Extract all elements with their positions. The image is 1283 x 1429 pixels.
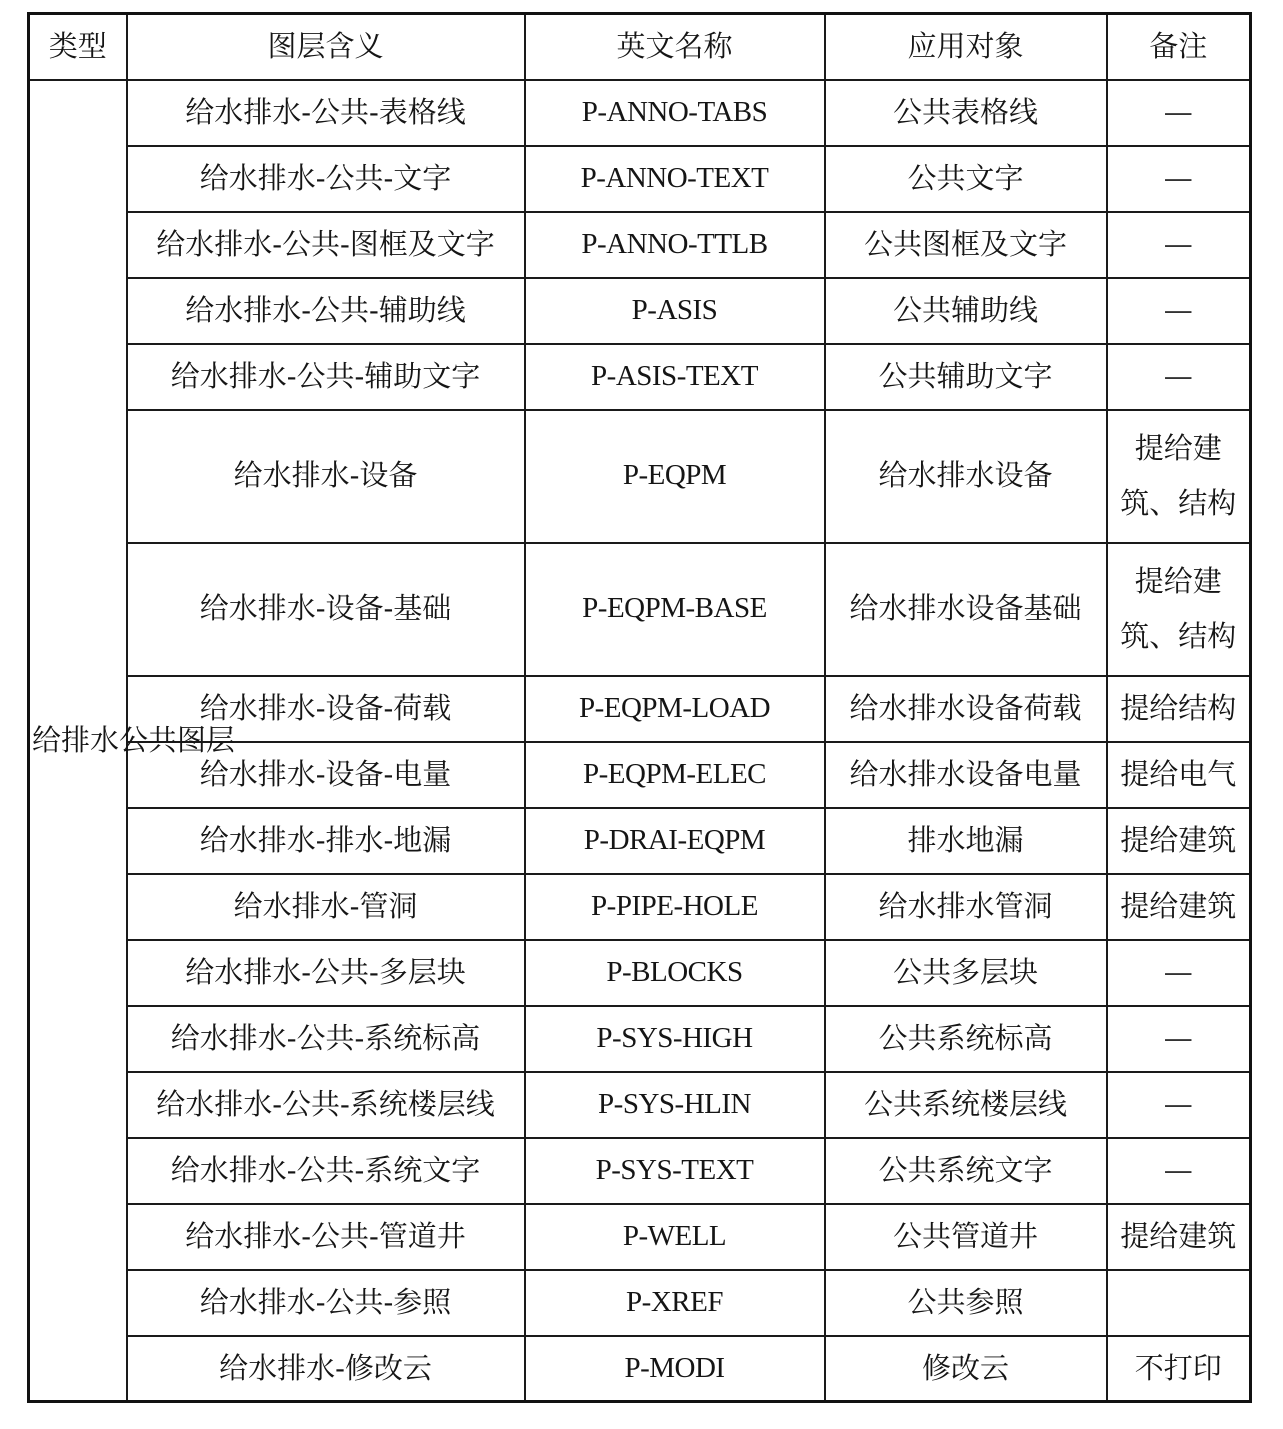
target-cell: 公共系统楼层线: [825, 1072, 1107, 1138]
note-cell: —: [1107, 80, 1251, 146]
table-row: [29, 1270, 1251, 1336]
table-row: [29, 80, 1251, 146]
english-name-cell: P-PIPE-HOLE: [525, 874, 825, 940]
note-cell: 提给建筑: [1107, 808, 1251, 874]
table-row: [29, 940, 1251, 1006]
target-cell: 公共系统文字: [825, 1138, 1107, 1204]
note-cell: 提给结构: [1107, 676, 1251, 742]
table-row: [29, 1204, 1251, 1270]
note-cell: [1107, 1270, 1251, 1336]
target-cell: 公共系统标高: [825, 1006, 1107, 1072]
english-name-cell: P-SYS-TEXT: [525, 1138, 825, 1204]
english-name-cell: P-EQPM-LOAD: [525, 676, 825, 742]
meaning-cell: 给水排水-管洞: [127, 874, 525, 940]
header-meaning: 图层含义: [127, 14, 525, 80]
table-row: [29, 1138, 1251, 1204]
note-cell: 提给建筑、结构: [1107, 543, 1251, 676]
table-row: [29, 344, 1251, 410]
note-cell: —: [1107, 1072, 1251, 1138]
meaning-cell: 给水排水-公共-多层块: [127, 940, 525, 1006]
note-cell: 不打印: [1107, 1336, 1251, 1402]
meaning-cell: 给水排水-设备-电量: [127, 742, 525, 808]
layer-table: [27, 12, 1252, 1403]
header-note: 备注: [1107, 14, 1251, 80]
english-name-cell: P-ANNO-TTLB: [525, 212, 825, 278]
table-row: [29, 543, 1251, 676]
english-name-cell: P-EQPM: [525, 410, 825, 543]
note-cell: —: [1107, 212, 1251, 278]
target-cell: 给水排水管洞: [825, 874, 1107, 940]
header-target: 应用对象: [825, 14, 1107, 80]
note-cell: —: [1107, 940, 1251, 1006]
meaning-cell: 给水排水-公共-系统文字: [127, 1138, 525, 1204]
target-cell: 公共辅助线: [825, 278, 1107, 344]
table-row: [29, 1336, 1251, 1402]
target-cell: 公共辅助文字: [825, 344, 1107, 410]
meaning-cell: 给水排水-公共-辅助线: [127, 278, 525, 344]
target-cell: 排水地漏: [825, 808, 1107, 874]
english-name-cell: P-SYS-HLIN: [525, 1072, 825, 1138]
target-cell: 给水排水设备: [825, 410, 1107, 543]
note-cell: 提给建筑: [1107, 874, 1251, 940]
note-cell: 提给建筑、结构: [1107, 410, 1251, 543]
table-row: [29, 874, 1251, 940]
english-name-cell: P-BLOCKS: [525, 940, 825, 1006]
target-cell: 公共多层块: [825, 940, 1107, 1006]
target-cell: 公共文字: [825, 146, 1107, 212]
meaning-cell: 给水排水-公共-图框及文字: [127, 212, 525, 278]
note-cell: —: [1107, 278, 1251, 344]
english-name-cell: P-WELL: [525, 1204, 825, 1270]
english-name-cell: P-ANNO-TABS: [525, 80, 825, 146]
table-row: [29, 1006, 1251, 1072]
note-cell: —: [1107, 344, 1251, 410]
header-row: [29, 14, 1251, 80]
table-row: [29, 1072, 1251, 1138]
english-name-cell: P-ASIS: [525, 278, 825, 344]
meaning-cell: 给水排水-公共-参照: [127, 1270, 525, 1336]
table-row: [29, 146, 1251, 212]
target-cell: 给水排水设备荷载: [825, 676, 1107, 742]
meaning-cell: 给水排水-公共-管道井: [127, 1204, 525, 1270]
meaning-cell: 给水排水-设备-基础: [127, 543, 525, 676]
meaning-cell: 给水排水-排水-地漏: [127, 808, 525, 874]
english-name-cell: P-MODI: [525, 1336, 825, 1402]
english-name-cell: P-ASIS-TEXT: [525, 344, 825, 410]
note-cell: 提给电气: [1107, 742, 1251, 808]
english-name-cell: P-DRAI-EQPM: [525, 808, 825, 874]
english-name-cell: P-SYS-HIGH: [525, 1006, 825, 1072]
english-name-cell: P-EQPM-ELEC: [525, 742, 825, 808]
table-row: [29, 808, 1251, 874]
meaning-cell: 给水排水-公共-辅助文字: [127, 344, 525, 410]
table-row: [29, 410, 1251, 543]
english-name-cell: P-EQPM-BASE: [525, 543, 825, 676]
target-cell: 公共图框及文字: [825, 212, 1107, 278]
target-cell: 修改云: [825, 1336, 1107, 1402]
target-cell: 给水排水设备电量: [825, 742, 1107, 808]
meaning-cell: 给水排水-设备-荷载: [127, 676, 525, 742]
meaning-cell: 给水排水-修改云: [127, 1336, 525, 1402]
note-cell: —: [1107, 146, 1251, 212]
meaning-cell: 给水排水-公共-系统标高: [127, 1006, 525, 1072]
note-cell: 提给建筑: [1107, 1204, 1251, 1270]
target-cell: 公共参照: [825, 1270, 1107, 1336]
header-type: 类型: [29, 14, 127, 80]
meaning-cell: 给水排水-公共-系统楼层线: [127, 1072, 525, 1138]
category-cell: 给排水公共图层: [29, 80, 127, 1402]
english-name-cell: P-XREF: [525, 1270, 825, 1336]
table-row: [29, 212, 1251, 278]
target-cell: 公共管道井: [825, 1204, 1107, 1270]
meaning-cell: 给水排水-设备: [127, 410, 525, 543]
note-cell: —: [1107, 1006, 1251, 1072]
meaning-cell: 给水排水-公共-文字: [127, 146, 525, 212]
target-cell: 公共表格线: [825, 80, 1107, 146]
note-cell: —: [1107, 1138, 1251, 1204]
table-body: [29, 80, 1251, 1402]
header-english-name: 英文名称: [525, 14, 825, 80]
table-row: [29, 278, 1251, 344]
english-name-cell: P-ANNO-TEXT: [525, 146, 825, 212]
meaning-cell: 给水排水-公共-表格线: [127, 80, 525, 146]
target-cell: 给水排水设备基础: [825, 543, 1107, 676]
